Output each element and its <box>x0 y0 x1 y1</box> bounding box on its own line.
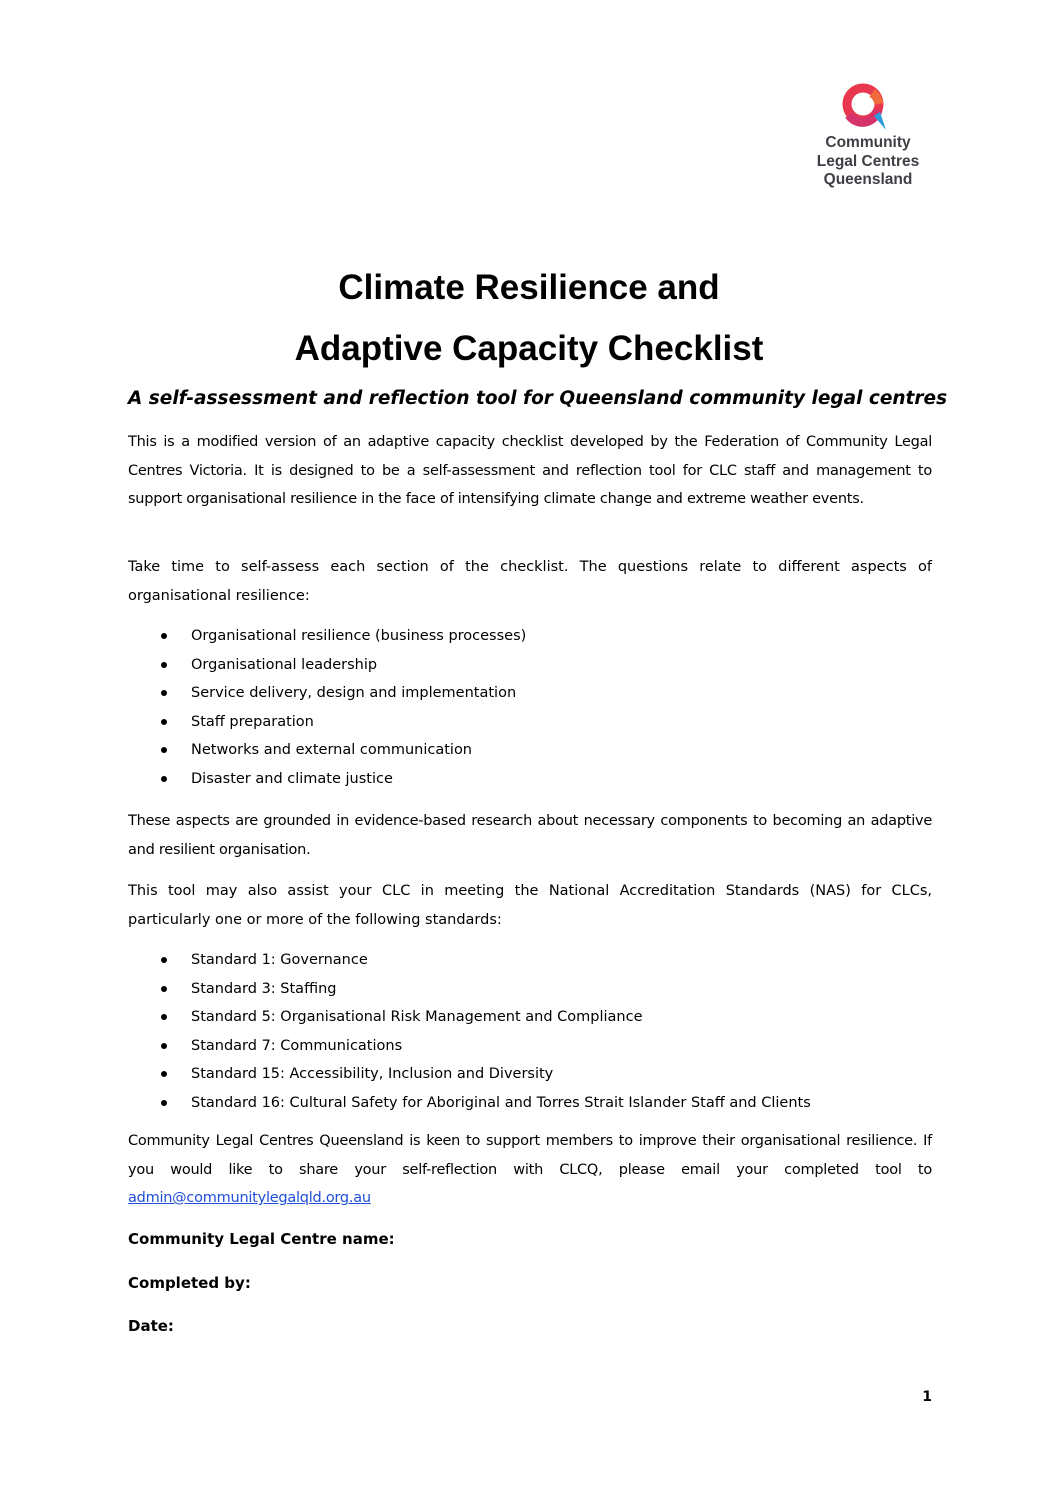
closing-paragraph <box>128 1127 932 1213</box>
logo-line-queensland: Queensland <box>823 171 913 188</box>
list-item: Standard 1: Governance <box>128 946 932 975</box>
list-item: Standard 15: Accessibility, Inclusion and Diversity <box>128 1060 932 1089</box>
standards-list <box>128 946 932 1118</box>
q-speech-bubble-logo-icon <box>828 80 908 134</box>
list-item: Standard 7: Communications <box>128 1032 932 1061</box>
aspects-list <box>128 622 932 794</box>
title-line-1: Climate Resilience and <box>338 268 720 307</box>
standards-intro-paragraph: This tool may also assist your CLC in meeting the National Accreditation Standards (NAS) for CLCs, particularly one or more of the following standards: <box>128 883 932 928</box>
date-label: Date: <box>128 1317 174 1335</box>
logo-line-community: Community <box>825 134 911 151</box>
list-item: Organisational leadership <box>128 651 932 680</box>
logo-line-legal-centres: Legal Centres <box>816 152 920 170</box>
list-item: Standard 16: Cultural Safety for Aboriginal and Torres Strait Islander Staff and Clients <box>128 1089 932 1118</box>
closing-text: Community Legal Centres Queensland is keen to support members to improve their organisational resilience. If you would like to share your self-reflection with CLCQ, please email your completed tool to <box>128 1133 932 1178</box>
completed-by-label: Completed by: <box>128 1274 251 1292</box>
instructions-paragraph: Take time to self-assess each section of the checklist. The questions relate to different aspects of organisational resilience: <box>128 559 932 604</box>
list-item: Service delivery, design and implementation <box>128 679 932 708</box>
title-line-2: Adaptive Capacity Checklist <box>294 329 764 368</box>
list-item: Disaster and climate justice <box>128 765 932 794</box>
subtitle: A self-assessment and reflection tool for Queensland community legal centres <box>128 388 948 409</box>
list-item: Staff preparation <box>128 708 932 737</box>
email-link[interactable]: admin@communitylegalqld.org.au <box>128 1190 371 1206</box>
list-item: Standard 3: Staffing <box>128 975 932 1004</box>
intro-paragraph: This is a modified version of an adaptive capacity checklist developed by the Federation of Community Legal Centres Victoria. It is designed to be a self-assessment and reflection tool for CLC staff and management to support organisational resilience in the face of intensifying climate change and extreme weather events. <box>128 434 932 507</box>
list-item: Organisational resilience (business processes) <box>128 622 932 651</box>
list-item: Standard 5: Organisational Risk Management and Compliance <box>128 1003 932 1032</box>
centre-name-label: Community Legal Centre name: <box>128 1230 395 1248</box>
aspects-note-paragraph: These aspects are grounded in evidence-based research about necessary components to becoming an adaptive and resilient organisation. <box>128 813 932 858</box>
logo-wordmark <box>806 134 930 190</box>
page-number: 1 <box>922 1389 932 1405</box>
list-item: Networks and external communication <box>128 736 932 765</box>
